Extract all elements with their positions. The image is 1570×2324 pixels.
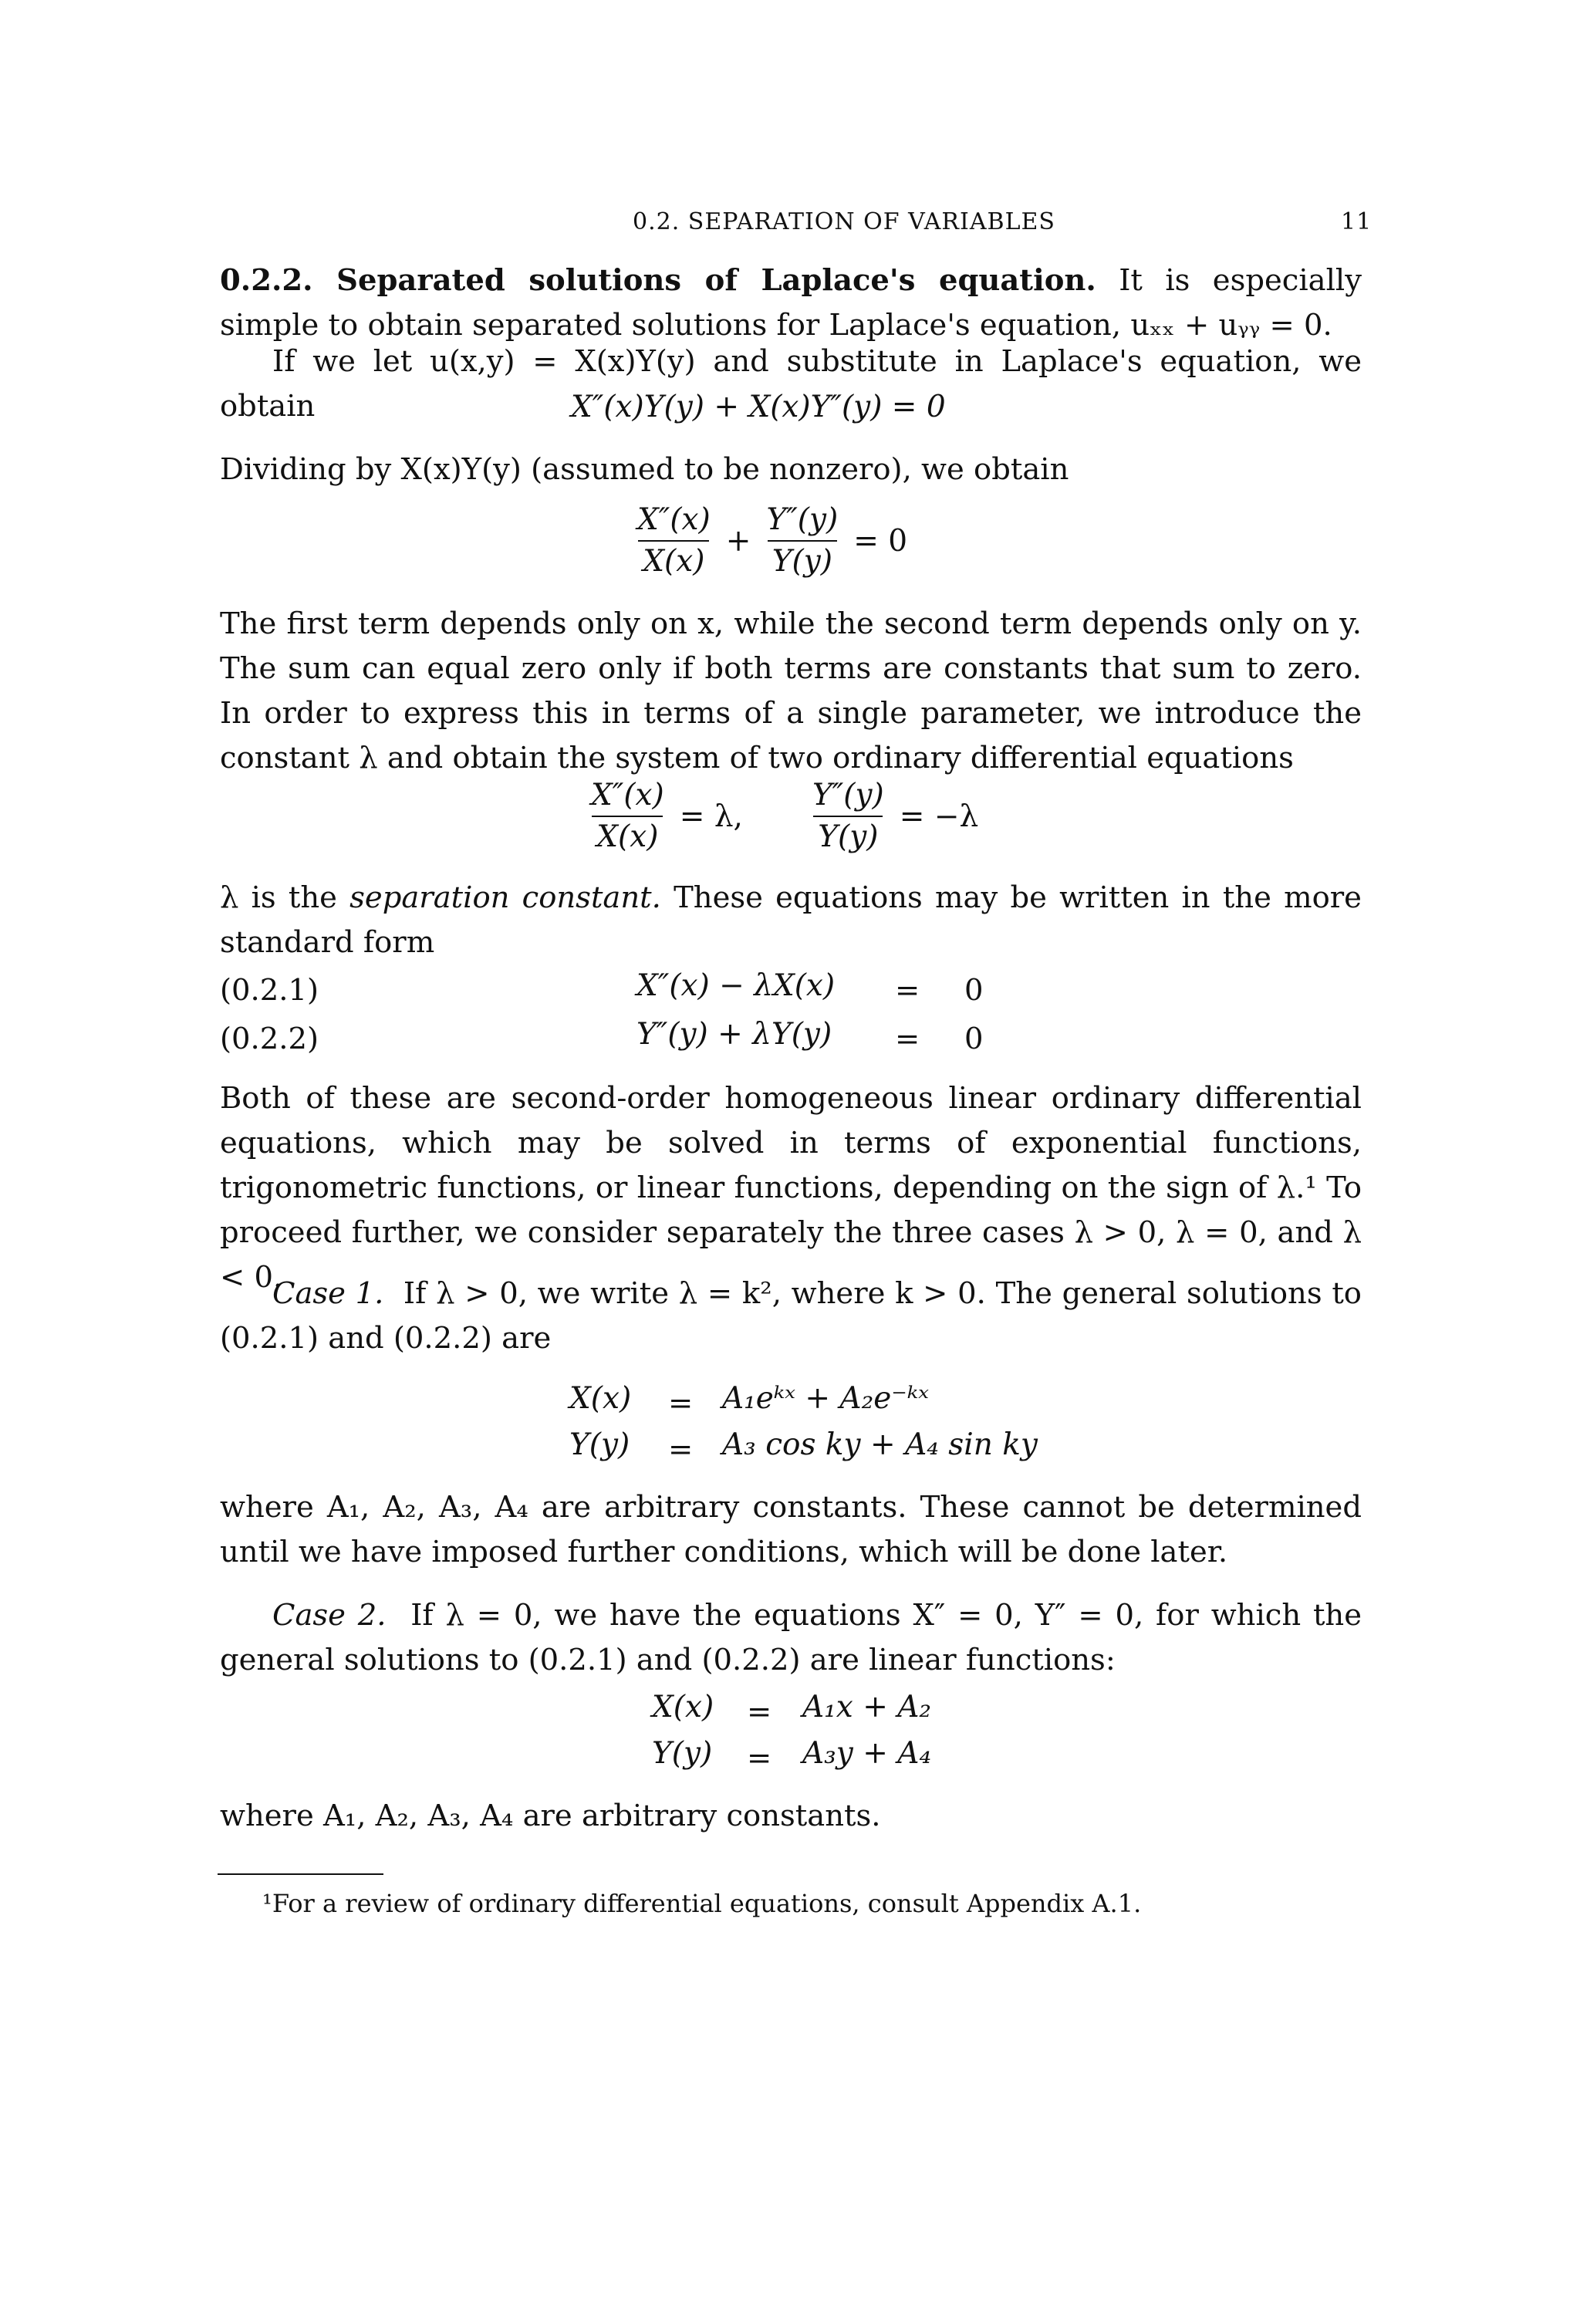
intro-text: It is especially simple to obtain separated solutions for Laplace's equation, uₓₓ + uᵧᵧ = 0. <box>220 263 1362 343</box>
separation-constant-paragraph <box>220 876 1362 965</box>
equals-minus-lambda: = −λ <box>899 799 979 834</box>
case1-after-paragraph: where A₁, A₂, A₃, A₄ are arbitrary constants. These cannot be determined until we have imposed further conditions, which will be done later. <box>220 1490 1362 1569</box>
equals-lambda: = λ, <box>679 799 743 834</box>
footnote: ¹For a review of ordinary differential equations, consult Appendix A.1. <box>262 1889 1142 1918</box>
equation-021-equals: = <box>895 973 920 1008</box>
substitution-paragraph: If we let u(x,y) = X(x)Y(y) and substitute in Laplace's equation, we obtain <box>220 344 1362 424</box>
fraction-x <box>586 775 669 857</box>
fraction-x <box>633 500 715 582</box>
running-header: 0.2. SEPARATION OF VARIABLES <box>633 208 1055 235</box>
equation-021-rhs: 0 <box>964 973 984 1008</box>
lambda-text-end: These equations may be written in the more standard form <box>220 880 1362 960</box>
separation-constant-term: separation constant. <box>349 880 661 915</box>
fraction-numerator: X″(x) <box>637 502 711 537</box>
case2-label: Case 2. <box>272 1598 387 1633</box>
equation-ratio-sum <box>633 500 907 582</box>
fraction-denominator: Y(y) <box>813 816 883 857</box>
dividing-paragraph: Dividing by X(x)Y(y) (assumed to be nonzero), we obtain <box>220 452 1069 487</box>
case2-text: If λ = 0, we have the equations X″ = 0, Y″ = 0, for which the general solutions to (0.2.1) and (0.2.2) are linear functions: <box>220 1598 1362 1677</box>
case2-eq2-equals: = <box>747 1741 772 1775</box>
case1-eq2-rhs: A₃ cos ky + A₄ sin ky <box>722 1427 1038 1462</box>
equation-product: X″(x)Y(y) + X(x)Y″(y) = 0 <box>571 390 946 424</box>
case2-paragraph <box>220 1593 1362 1683</box>
case2-eq1-rhs: A₁x + A₂ <box>802 1690 932 1724</box>
case1-eq2-lhs: Y(y) <box>569 1427 630 1462</box>
case2-after-paragraph: where A₁, A₂, A₃, A₄ are arbitrary constants. <box>220 1799 881 1833</box>
footnote-rule <box>218 1873 383 1875</box>
fraction-denominator: X(x) <box>592 816 663 857</box>
fraction-denominator: X(x) <box>638 540 709 582</box>
equation-label-022: (0.2.2) <box>220 1022 319 1056</box>
equation-021-lhs: X″(x) − λX(x) <box>636 968 836 1003</box>
case1-paragraph <box>220 1272 1362 1361</box>
fraction-numerator: Y″(y) <box>766 502 839 537</box>
case1-eq1-lhs: X(x) <box>569 1381 632 1416</box>
case2-eq1-equals: = <box>747 1694 772 1729</box>
case1-eq1-rhs: A₁eᵏˣ + A₂e⁻ᵏˣ <box>722 1381 929 1416</box>
fraction-denominator: Y(y) <box>768 540 837 582</box>
case2-eq1-lhs: X(x) <box>652 1690 714 1724</box>
equation-022-rhs: 0 <box>964 1022 984 1056</box>
plus-sign: + <box>725 523 751 559</box>
intro-paragraph <box>220 258 1362 348</box>
fraction-numerator: X″(x) <box>591 778 664 812</box>
equation-022-lhs: Y″(y) + λY(y) <box>636 1017 832 1052</box>
first-term-paragraph: The first term depends only on x, while the second term depends only on y. The sum can equal zero only if both terms are constants that sum to zero. In order to express this in terms of a single parameter, we introduce the constant λ and obtain the system of two ordinary differential equations <box>220 606 1362 775</box>
case2-eq2-rhs: A₃y + A₄ <box>802 1736 932 1771</box>
equals-zero: = 0 <box>853 523 908 559</box>
fraction-y <box>761 500 842 582</box>
equation-label-021: (0.2.1) <box>220 973 319 1008</box>
page-number: 11 <box>1341 208 1372 235</box>
case2-eq2-lhs: Y(y) <box>652 1736 713 1771</box>
equation-system <box>586 775 978 857</box>
section-heading: 0.2.2. Separated solutions of Laplace's equation. <box>220 263 1096 298</box>
case1-eq1-equals: = <box>668 1386 694 1420</box>
lambda-text: λ is the <box>220 880 337 915</box>
case1-text: If λ > 0, we write λ = k², where k > 0. The general solutions to (0.2.1) and (0.2.2) are <box>220 1276 1362 1356</box>
case1-label: Case 1. <box>272 1276 384 1311</box>
equation-022-equals: = <box>895 1022 920 1056</box>
fraction-y <box>808 775 889 857</box>
both-paragraph: Both of these are second-order homogeneous linear ordinary differential equations, which may be solved in terms of exponential functions, trigonometric functions, or linear functions, depending on the sign of λ.¹ To proceed further, we consider separately the three cases λ > 0, λ = 0, and λ < 0. <box>220 1081 1362 1295</box>
fraction-numerator: Y″(y) <box>812 778 884 812</box>
case1-eq2-equals: = <box>668 1432 694 1467</box>
